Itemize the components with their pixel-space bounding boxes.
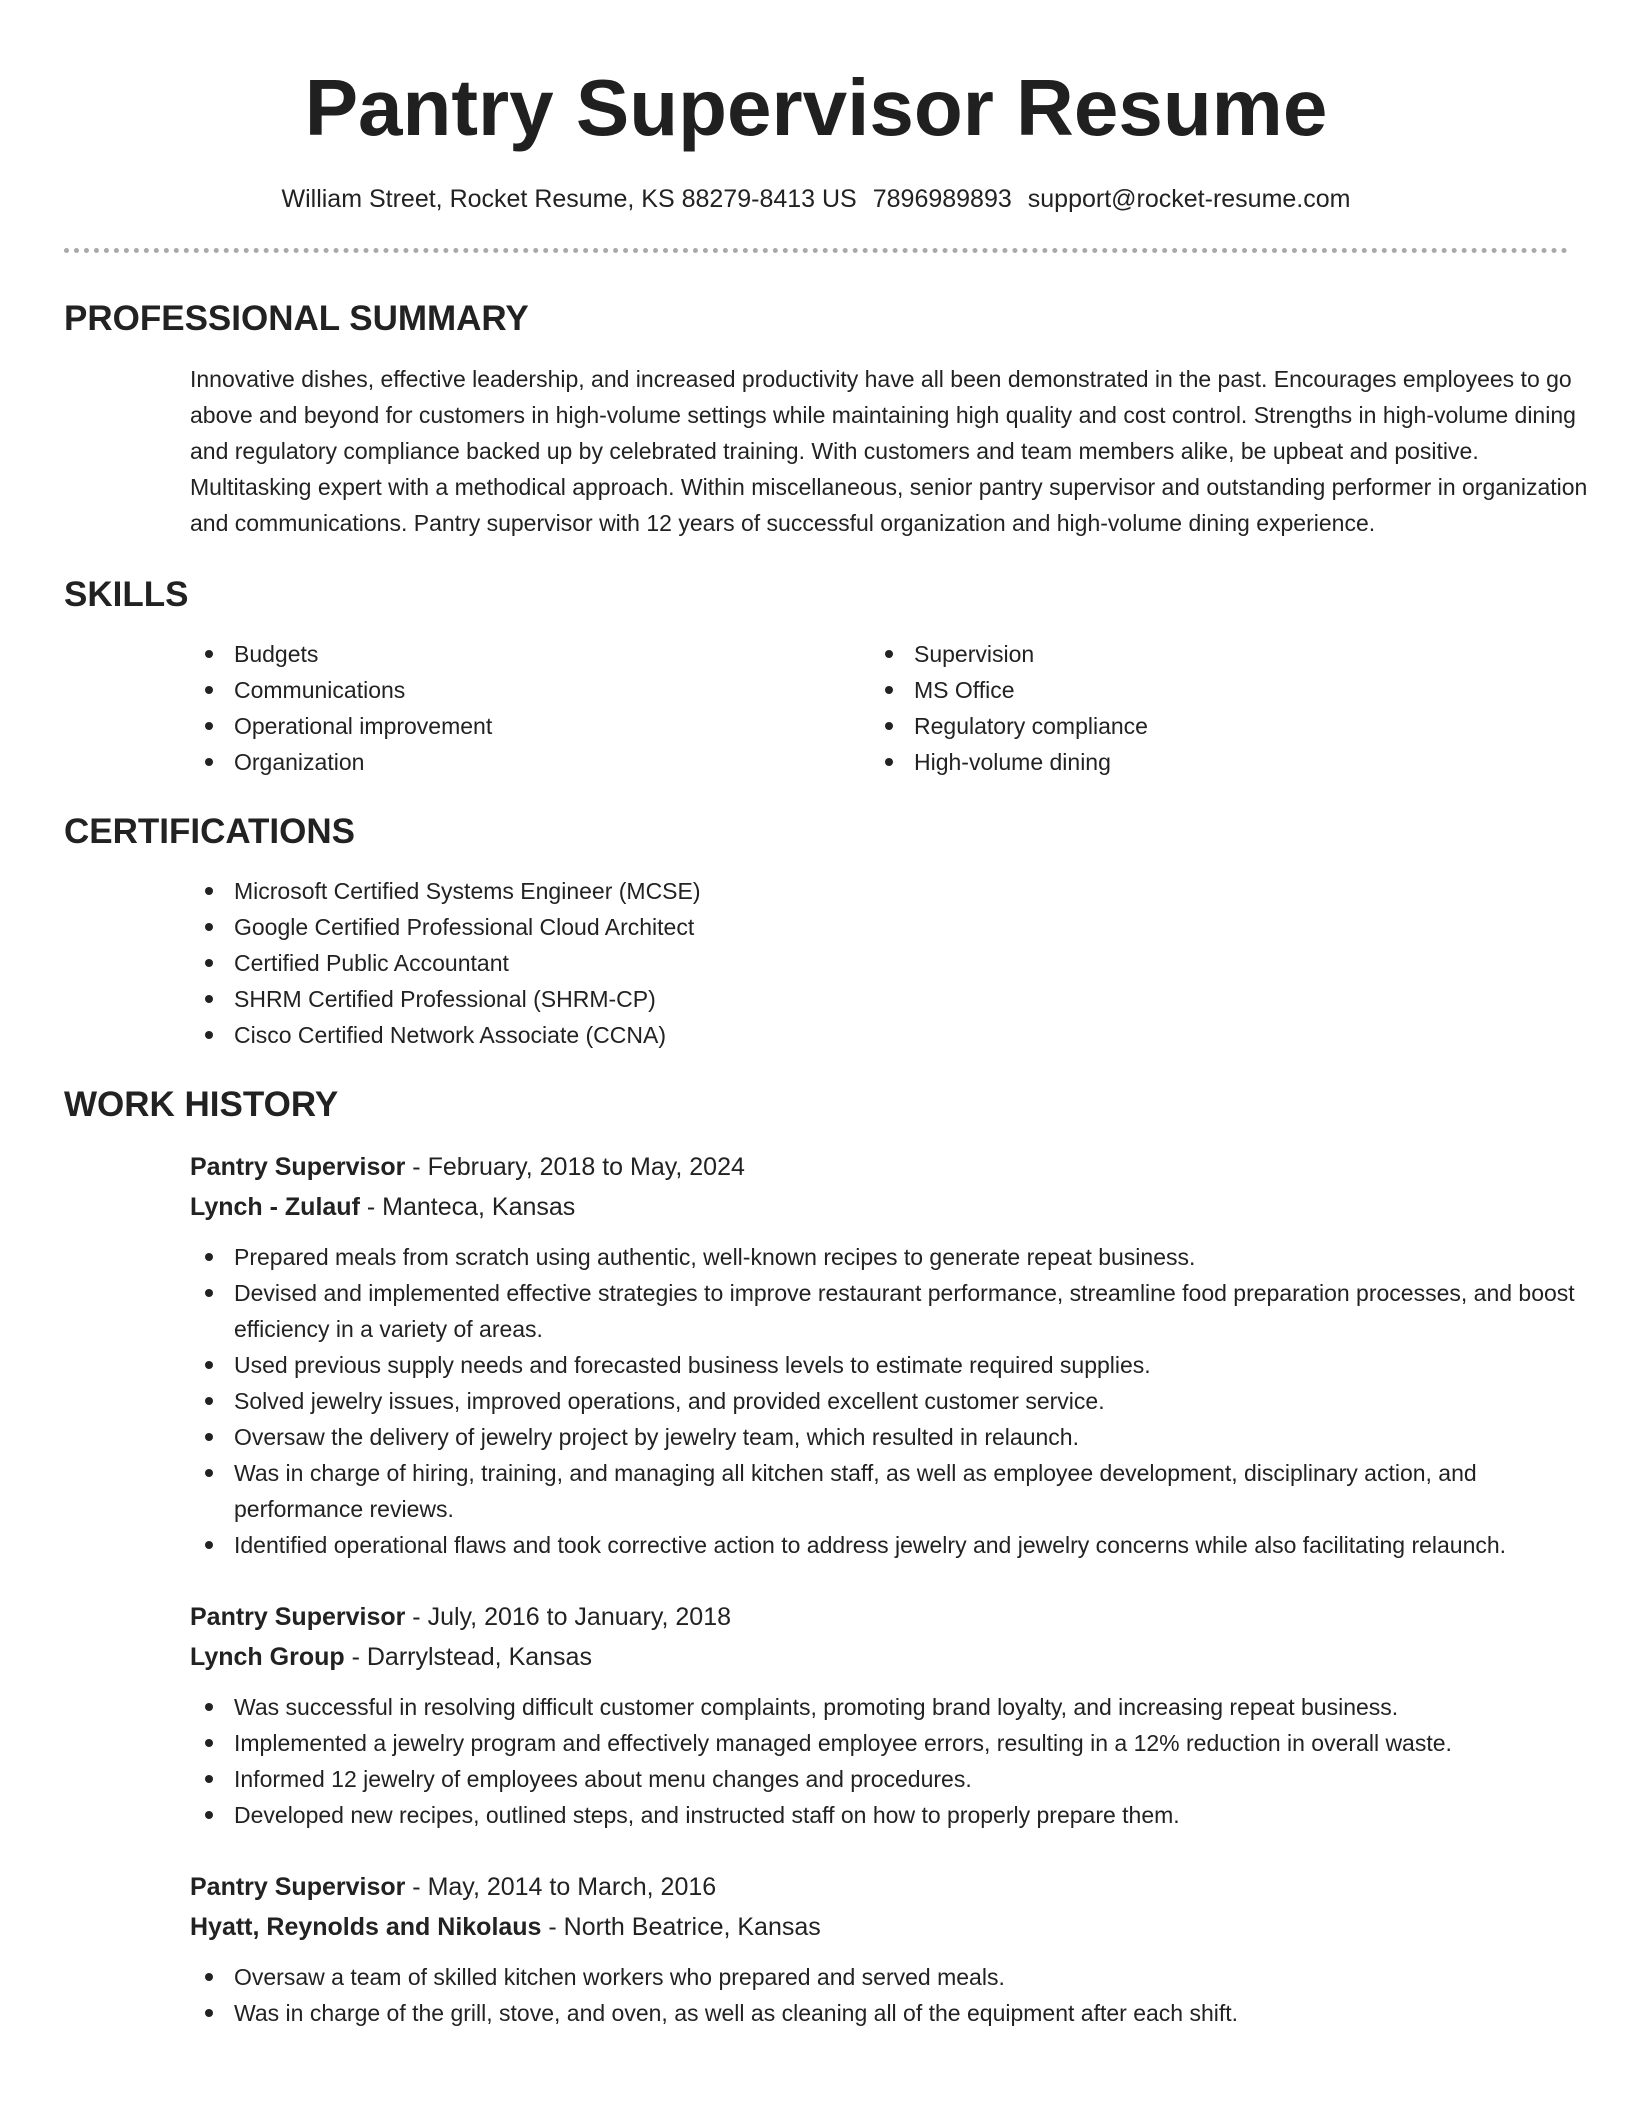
job-dates: - February, 2018 to May, 2024 [405, 1153, 745, 1181]
certification-item: Certified Public Accountant [190, 945, 1568, 981]
skill-item: High-volume dining [870, 744, 1550, 780]
skill-item: MS Office [870, 672, 1550, 708]
job-location: - Darrylstead, Kansas [344, 1643, 592, 1671]
skills-column-left [190, 636, 870, 780]
job-company: Hyatt, Reynolds and Nikolaus [190, 1913, 542, 1941]
job-entry [190, 1867, 1568, 2031]
job-title-line [190, 1597, 1568, 1637]
job-dates: - July, 2016 to January, 2018 [405, 1603, 732, 1631]
job-company: Lynch Group [190, 1643, 345, 1671]
job-entry [190, 1597, 1568, 1833]
job-bullets [190, 1959, 1610, 2031]
job-bullet: Was in charge of hiring, training, and managing all kitchen staff, as well as employee development, disciplinary action, and performance reviews. [190, 1455, 1610, 1527]
job-bullet: Devised and implemented effective strategies to improve restaurant performance, streamline food preparation processes, and boost efficiency in a variety of areas. [190, 1275, 1610, 1347]
job-title: Pantry Supervisor [190, 1873, 406, 1901]
certification-item: Google Certified Professional Cloud Architect [190, 909, 1568, 945]
job-bullet: Was successful in resolving difficult customer complaints, promoting brand loyalty, and increasing repeat business. [190, 1689, 1610, 1725]
job-company-line [190, 1637, 1568, 1677]
job-bullet: Informed 12 jewelry of employees about menu changes and procedures. [190, 1761, 1610, 1797]
job-bullet: Oversaw the delivery of jewelry project by jewelry team, which resulted in relaunch. [190, 1419, 1610, 1455]
contact-line [64, 182, 1568, 216]
contact-email: support@rocket-resume.com [1027, 185, 1351, 213]
skill-item: Regulatory compliance [870, 708, 1550, 744]
skills-column-right [870, 636, 1550, 780]
header-divider [64, 248, 1568, 253]
skill-item: Budgets [190, 636, 870, 672]
job-location: - North Beatrice, Kansas [541, 1913, 821, 1941]
job-bullet: Solved jewelry issues, improved operations, and provided excellent customer service. [190, 1383, 1610, 1419]
certifications-heading: CERTIFICATIONS [64, 812, 356, 851]
page-title: Pantry Supervisor Resume [304, 63, 1328, 152]
job-bullet: Was in charge of the grill, stove, and oven, as well as cleaning all of the equipment after each shift. [190, 1995, 1610, 2031]
job-bullet: Prepared meals from scratch using authentic, well-known recipes to generate repeat business. [190, 1239, 1610, 1275]
job-dates: - May, 2014 to March, 2016 [405, 1873, 717, 1901]
job-location: - Manteca, Kansas [359, 1193, 576, 1221]
skill-item: Supervision [870, 636, 1550, 672]
job-bullet: Identified operational flaws and took corrective action to address jewelry and jewelry concerns while also facilitating relaunch. [190, 1527, 1610, 1563]
skill-item: Operational improvement [190, 708, 870, 744]
job-bullets [190, 1239, 1610, 1563]
summary-heading: PROFESSIONAL SUMMARY [64, 299, 529, 338]
job-bullets [190, 1689, 1610, 1833]
job-bullet: Implemented a jewelry program and effectively managed employee errors, resulting in a 12% reduction in overall waste. [190, 1725, 1610, 1761]
job-title-line [190, 1147, 1568, 1187]
job-title-line [190, 1867, 1568, 1907]
job-entry [190, 1147, 1575, 1563]
job-company: Lynch - Zulauf [190, 1193, 360, 1221]
skills-list [190, 636, 1568, 780]
skill-item: Communications [190, 672, 870, 708]
skills-heading: SKILLS [64, 575, 189, 614]
certifications-list [190, 873, 1568, 1053]
job-bullet: Developed new recipes, outlined steps, and instructed staff on how to properly prepare them. [190, 1797, 1610, 1833]
job-bullet: Oversaw a team of skilled kitchen workers who prepared and served meals. [190, 1959, 1610, 1995]
summary-text: Innovative dishes, effective leadership, and increased productivity have all been demonstrated in the past. Encourages employees to go above and beyond for customers in high-volume settings while maintaining high quality and cost control. Strengths in high-volume dining and regulatory compliance backed up by celebrated training. With customers and team members alike, be upbeat and positive. Multitasking expert with a methodical approach. Within miscellaneous, senior pantry supervisor and outstanding performer in organization and communications. Pantry supervisor with 12 years of successful organization and high-volume dining experience. [190, 366, 1588, 536]
contact-address: William Street, Rocket Resume, KS 88279-8413 US [281, 185, 857, 213]
certification-item: SHRM Certified Professional (SHRM-CP) [190, 981, 1568, 1017]
skill-item: Organization [190, 744, 870, 780]
job-company-line [190, 1187, 1568, 1227]
contact-phone: 7896989893 [872, 185, 1012, 213]
certification-item: Microsoft Certified Systems Engineer (MCSE) [190, 873, 1568, 909]
certification-item: Cisco Certified Network Associate (CCNA) [190, 1017, 1568, 1053]
job-company-line [190, 1907, 1568, 1947]
job-bullet: Used previous supply needs and forecasted business levels to estimate required supplies. [190, 1347, 1610, 1383]
job-title: Pantry Supervisor [190, 1603, 406, 1631]
job-title: Pantry Supervisor [190, 1153, 406, 1181]
work-history-heading: WORK HISTORY [64, 1085, 339, 1124]
